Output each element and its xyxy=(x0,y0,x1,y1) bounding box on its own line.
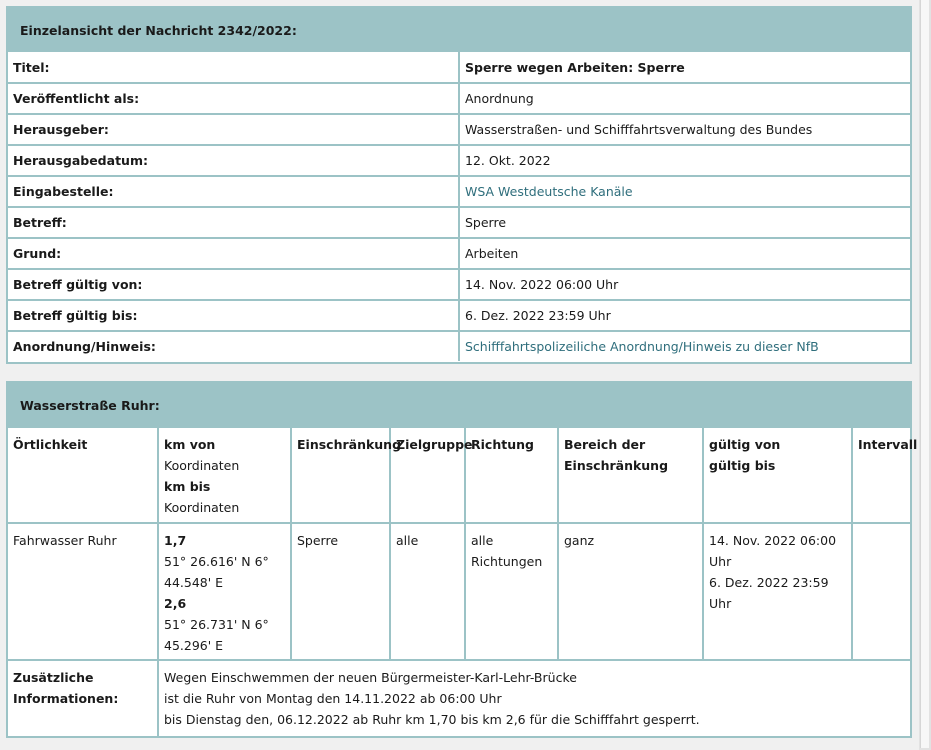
field-label: Betreff gültig von: xyxy=(8,269,459,300)
field-value: 14. Nov. 2022 06:00 Uhr xyxy=(459,269,910,300)
info-line-2: ist die Ruhr von Montag den 14.11.2022 ab 06:00 Uhr xyxy=(164,691,502,706)
col-location: Örtlichkeit xyxy=(8,428,158,523)
field-value: Sperre wegen Arbeiten: Sperre xyxy=(459,52,910,83)
field-value: Wasserstraßen- und Schifffahrtsverwaltung des Bundes xyxy=(459,114,910,145)
col-coords-from: Koordinaten xyxy=(164,458,240,473)
col-area xyxy=(558,428,703,523)
col-interval: Intervall xyxy=(852,428,910,523)
cell-km-from: 1,7 xyxy=(164,533,187,548)
info-text xyxy=(158,660,910,736)
cell-location: Fahrwasser Ruhr xyxy=(8,523,158,660)
info-line-3: bis Dienstag den, 06.12.2022 ab Ruhr km 1,70 bis km 2,6 für die Schifffahrt gesperrt. xyxy=(164,712,700,727)
waterway-panel xyxy=(6,381,918,738)
col-km xyxy=(158,428,291,523)
field-value: Sperre xyxy=(459,207,910,238)
field-value[interactable] xyxy=(459,176,910,207)
cell-coords-to-2: 45.296' E xyxy=(164,638,224,653)
field-value[interactable] xyxy=(459,331,910,361)
message-details-table xyxy=(8,52,910,361)
cell-coords-to-1: 51° 26.731' N 6° xyxy=(164,617,269,632)
cell-coords-from-2: 44.548' E xyxy=(164,575,224,590)
table-row xyxy=(8,523,910,660)
table-row xyxy=(8,207,910,238)
field-label: Titel: xyxy=(8,52,459,83)
col-restriction: Einschränkung xyxy=(291,428,390,523)
cell-valid-from: 14. Nov. 2022 06:00 Uhr xyxy=(709,533,837,569)
info-label xyxy=(8,660,158,736)
field-label: Herausgeber: xyxy=(8,114,459,145)
col-coords-to: Koordinaten xyxy=(164,500,240,515)
field-label: Eingabestelle: xyxy=(8,176,459,207)
waterway-table xyxy=(8,428,918,736)
cell-direction xyxy=(465,523,558,660)
col-area-line-2: Einschränkung xyxy=(564,458,669,473)
cell-direction-2: Richtungen xyxy=(471,554,543,569)
col-km-to: km bis xyxy=(164,479,211,494)
waterway-header-row xyxy=(8,428,910,523)
table-row xyxy=(8,83,910,114)
col-validity xyxy=(703,428,852,523)
message-details-panel xyxy=(6,6,912,364)
field-link[interactable]: Schifffahrtspolizeiliche Anordnung/Hinweis zu dieser NfB xyxy=(465,339,819,354)
table-row xyxy=(8,300,910,331)
cell-direction-1: alle xyxy=(471,533,494,548)
field-label: Veröffentlicht als: xyxy=(8,83,459,114)
col-valid-to: gültig bis xyxy=(709,458,776,473)
scrollbar-thumb[interactable] xyxy=(920,0,929,748)
col-valid-from: gültig von xyxy=(709,437,781,452)
cell-target-group: alle xyxy=(390,523,465,660)
cell-km xyxy=(158,523,291,660)
info-label-1: Zusätzliche xyxy=(13,670,94,685)
scrollbar[interactable] xyxy=(919,0,931,750)
table-row xyxy=(8,176,910,207)
info-row xyxy=(8,660,910,736)
field-value: 6. Dez. 2022 23:59 Uhr xyxy=(459,300,910,331)
table-row xyxy=(8,269,910,300)
cell-km-to: 2,6 xyxy=(164,596,187,611)
cell-area: ganz xyxy=(558,523,703,660)
field-value: Anordnung xyxy=(459,83,910,114)
info-label-2: Informationen: xyxy=(13,691,119,706)
table-row xyxy=(8,114,910,145)
field-label: Grund: xyxy=(8,238,459,269)
field-label: Betreff: xyxy=(8,207,459,238)
table-row xyxy=(8,145,910,176)
cell-validity xyxy=(703,523,852,660)
col-area-line-1: Bereich der xyxy=(564,437,646,452)
field-label: Herausgabedatum: xyxy=(8,145,459,176)
table-row xyxy=(8,238,910,269)
col-km-from: km von xyxy=(164,437,216,452)
table-row xyxy=(8,331,910,361)
waterway-heading: Wasserstraße Ruhr: xyxy=(8,383,910,428)
table-row xyxy=(8,52,910,83)
col-target-group: Zielgruppe xyxy=(390,428,465,523)
field-label: Betreff gültig bis: xyxy=(8,300,459,331)
cell-interval xyxy=(852,523,910,660)
cell-restriction: Sperre xyxy=(291,523,390,660)
field-link[interactable]: WSA Westdeutsche Kanäle xyxy=(465,184,633,199)
field-label: Anordnung/Hinweis: xyxy=(8,331,459,361)
field-value: 12. Okt. 2022 xyxy=(459,145,910,176)
col-direction: Richtung xyxy=(465,428,558,523)
cell-valid-to: 6. Dez. 2022 23:59 Uhr xyxy=(709,575,829,611)
info-line-1: Wegen Einschwemmen der neuen Bürgermeister-Karl-Lehr-Brücke xyxy=(164,670,577,685)
message-details-heading: Einzelansicht der Nachricht 2342/2022: xyxy=(8,8,910,52)
field-value: Arbeiten xyxy=(459,238,910,269)
cell-coords-from-1: 51° 26.616' N 6° xyxy=(164,554,269,569)
